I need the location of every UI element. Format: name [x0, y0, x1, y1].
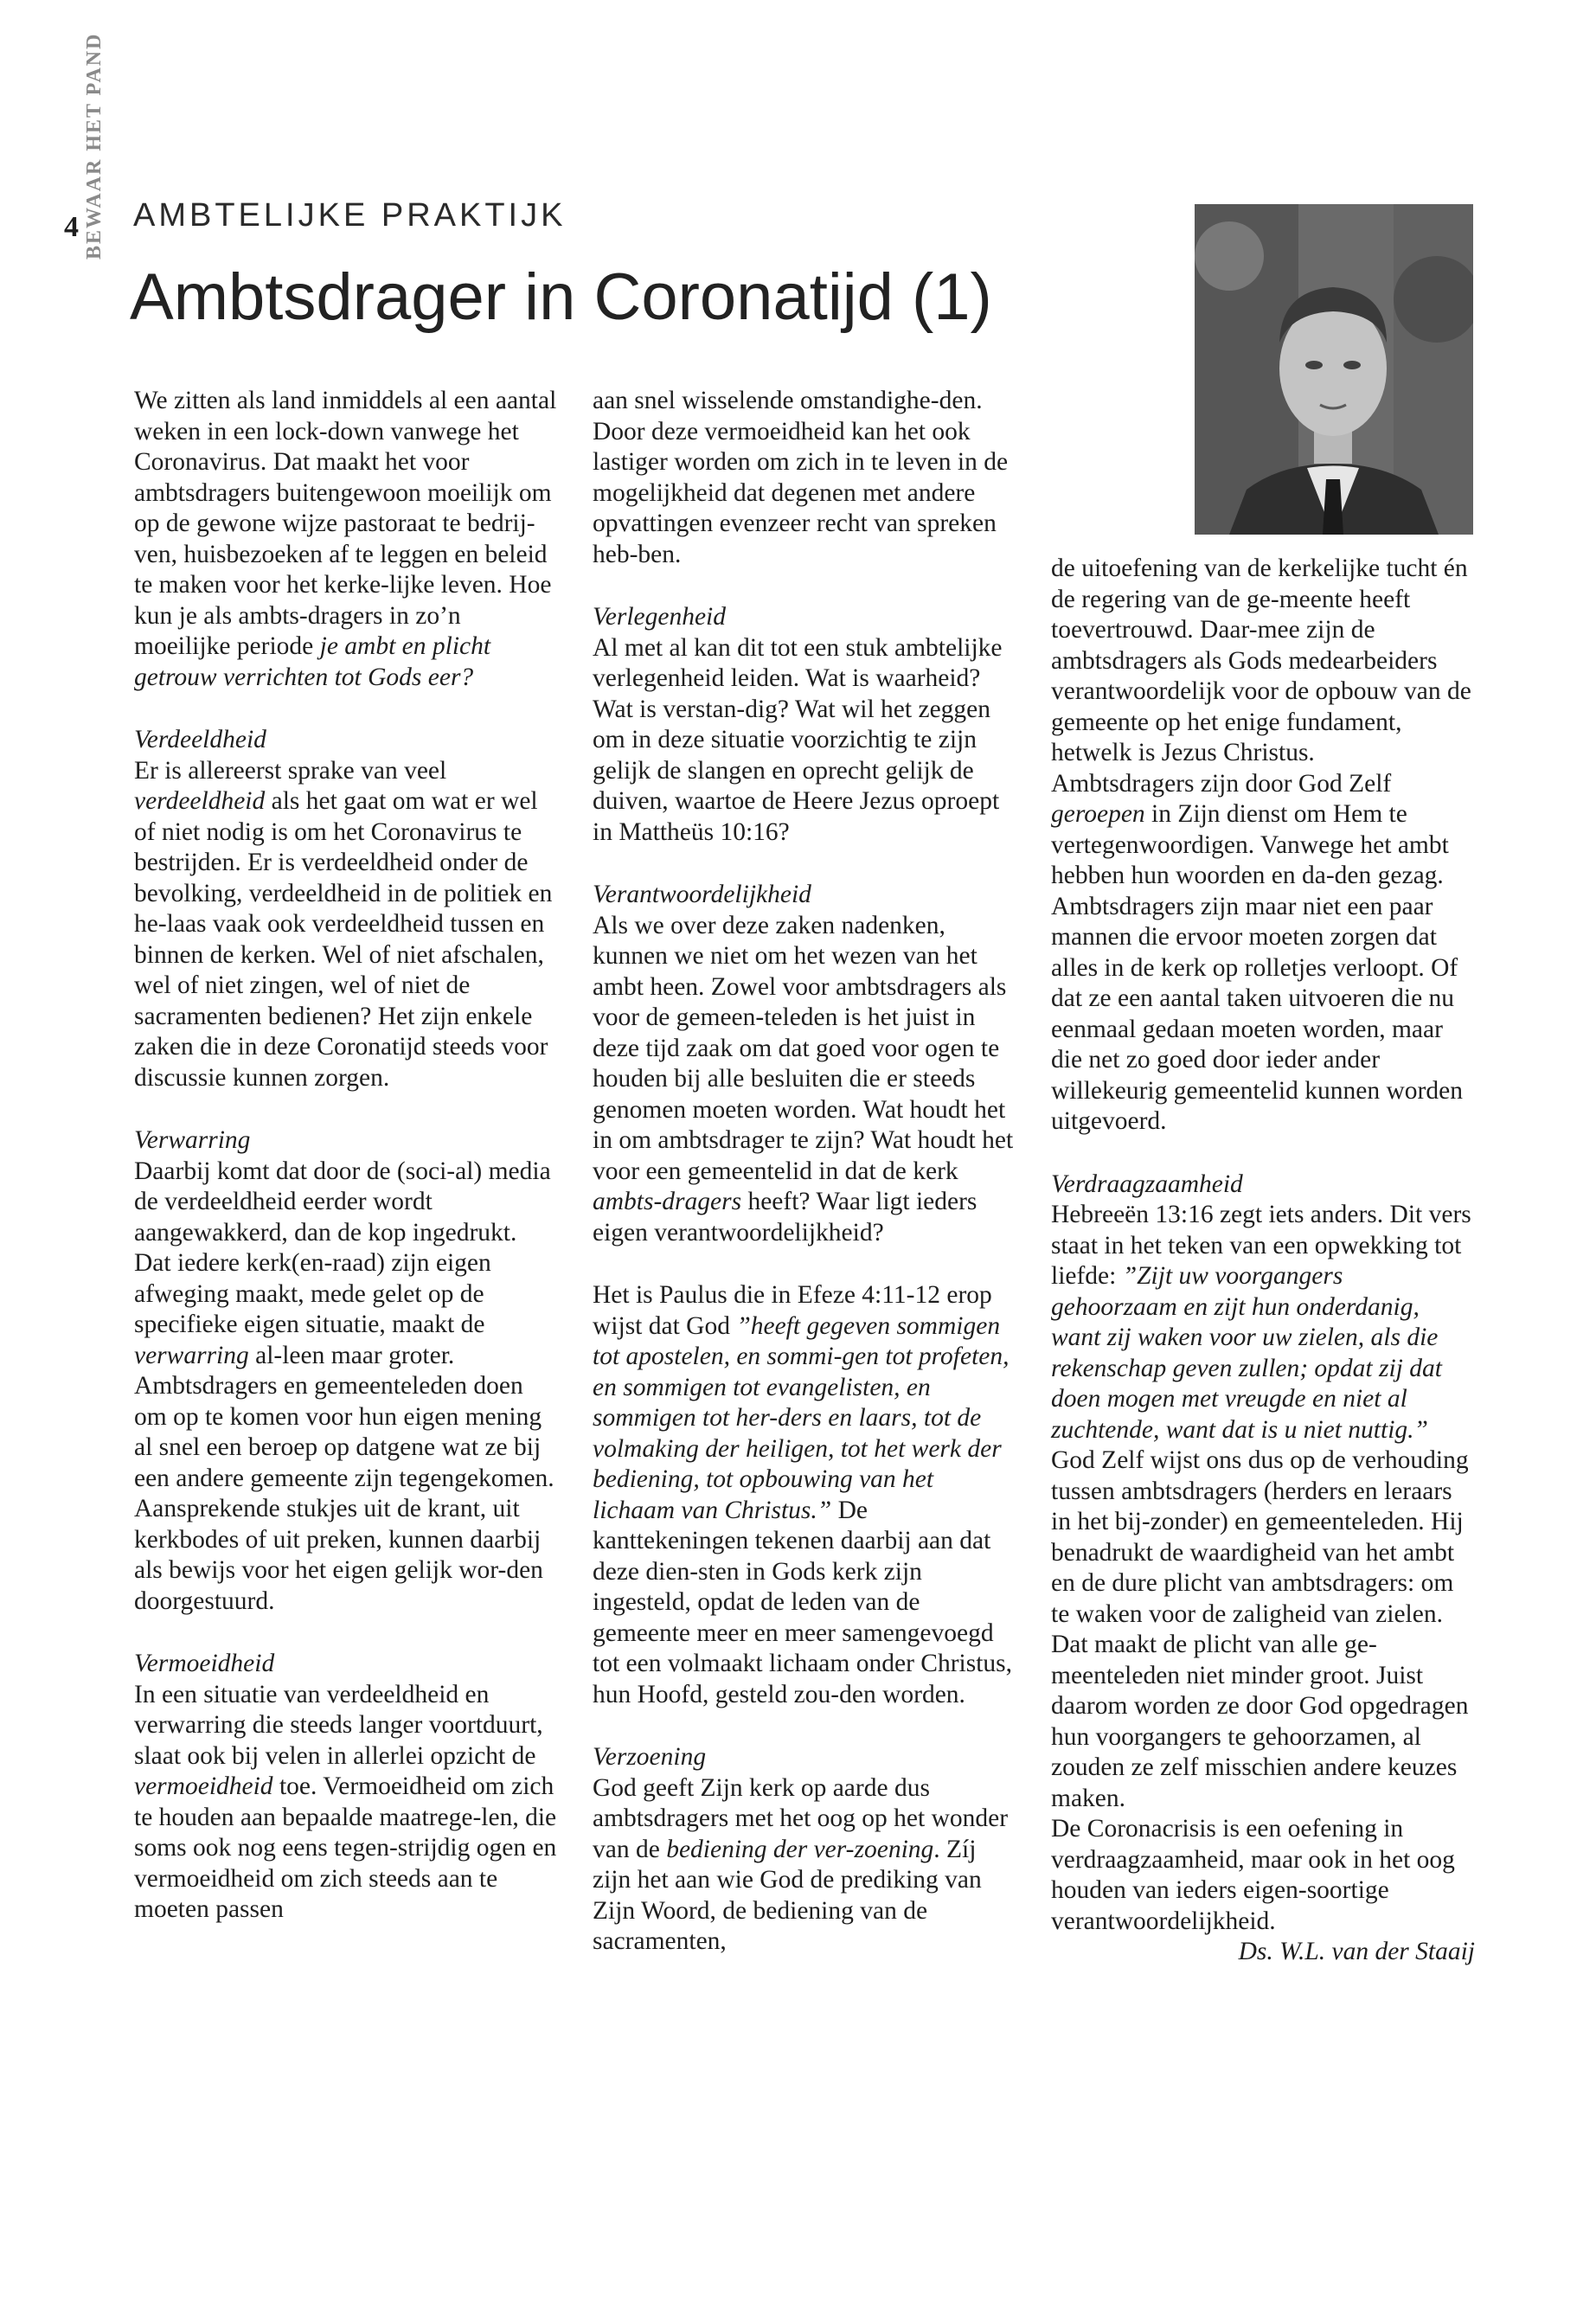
paragraph: In een situatie van verdeeldheid en verwarring die steeds langer voortduurt, slaat ook bij velen in allerlei opzicht de vermoeidheid toe. Vermoeidheid om zich te houden aan bepaalde maatrege-len, die soms ook nog eens tegen-strijdig ogen en vermoeidheid om zich steeds aan te moeten passen [134, 1680, 557, 1923]
subheading-verzoening: Verzoening [593, 1743, 707, 1771]
paragraph: Hebreeën 13:16 zegt iets anders. Dit vers staat in het teken van een opwekking tot liefde: ”Zijt uw voorgangers gehoorzaam en zijt hun onderdanig, want zij waken voor uw zielen, als die rekenschap geven zullen; opdat zij dat doen mogen met vreugde en niet al zuchtende, want dat is u niet nuttig.” [1051, 1201, 1471, 1444]
paragraph: aan snel wisselende omstandighe-den. Door deze vermoeidheid kan het ook lastiger worden om zich in te leven in de mogelijkheid dat degenen met andere opvattingen evenzeer recht van spreken heb-ben. [593, 387, 1009, 568]
paragraph: We zitten als land inmiddels al een aantal weken in een lock-down vanwege het Coronavirus. Dat maakt het voor ambtsdragers buitengewoon moeilijk om op de gewone wijze pastoraat te bedrij-ven, huisbezoeken af te leggen en beleid te maken voor het kerke-lijke leven. Hoe kun je als ambts-dragers in zo’n moeilijke periode je ambt en plicht getrouw verrichten tot Gods eer? [134, 387, 557, 691]
paragraph: Daarbij komt dat door de (soci-al) media de verdeeldheid eerder wordt aangewakkerd, dan de kop ingedrukt. Dat iedere kerk(en-raad) zijn eigen afweging maakt, mede gelet op de specifieke eigen situatie, maakt de verwarring al-leen maar groter. Ambtsdragers en gemeenteleden doen om op te komen voor hun eigen mening al snel een beroep op datgene wat ze bij een andere gemeente zijn tegengekomen. Aansprekende stukjes uit de krant, uit kerkbodes of uit preken, kunnen daarbij als bewijs voor het eigen gelijk wor-den doorgestuurd. [134, 1157, 554, 1615]
subheading-verdraagzaamheid: Verdraagzaamheid [1051, 1170, 1243, 1198]
paragraph: Al met al kan dit tot een stuk ambtelijke verlegenheid leiden. Wat is waarheid? Wat is verstan-dig? Wat wil het zeggen om in deze situatie voorzichtig te zijn gelijk de slangen en oprecht gelijk de duiven, waartoe de Heere Jezus oproept in Mattheüs 10:16? [593, 633, 1003, 846]
author-photo [1195, 204, 1473, 535]
magazine-side-label: BEWAAR HET PAND [83, 32, 106, 260]
paragraph: God geeft Zijn kerk op aarde dus ambtsdragers met het oog op het wonder van de bediening der ver-zoening. Zíj zijn het aan wie God de prediking van Zijn Woord, de bediening van de sacramenten, [593, 1773, 1009, 1955]
paragraph: De Coronacrisis is een oefening in verdraagzaamheid, maar ook in het oog houden van ieders eigen-soortige verantwoordelijkheid. [1051, 1815, 1455, 1935]
subheading-verantwoordelijkheid: Verantwoordelijkheid [593, 881, 811, 908]
paragraph: Als we over deze zaken nadenken, kunnen we niet om het wezen van het ambt heen. Zowel voor ambtsdragers als voor de gemeen-teleden is het juist in deze tijd zaak om dat goed voor ogen te houden bij alle besluiten die er steeds genomen moeten worden. Wat houdt het in om ambtsdrager te zijn? Wat houdt het voor een gemeentelid in dat de kerk ambts-dragers heeft? Waar ligt ieders eigen verantwoordelijkheid? [593, 911, 1014, 1247]
author-portrait-image [1195, 204, 1473, 535]
paragraph: Het is Paulus die in Efeze 4:11-12 erop wijst dat God ”heeft gegeven sommigen tot apostelen, en sommi-gen tot profeten, en sommigen tot evangelisten, en sommigen tot her-ders en laars, tot de volmaking der heiligen, tot het werk der bediening, tot opbouwing van het lichaam van Christus.” De kanttekeningen tekenen daarbij aan dat deze dien-sten in Gods kerk zijn ingesteld, opdat de leden van de gemeente meer en meer samengevoegd tot een volmaakt lichaam onder Christus, hun Hoofd, gesteld zou-den worden. [593, 1281, 1012, 1708]
subheading-verdeeldheid: Verdeeldheid [134, 726, 266, 753]
column-3 [1051, 554, 1475, 2000]
section-heading: AMBTELIJKE PRAKTIJK [133, 197, 567, 234]
subheading-verwarring: Verwarring [134, 1126, 251, 1154]
article-title: Ambtsdrager in Coronatijd (1) [130, 260, 992, 334]
column-2 [593, 386, 1016, 1958]
subheading-verlegenheid: Verlegenheid [593, 603, 726, 631]
paragraph: de uitoefening van de kerkelijke tucht én de regering van de ge-meente heeft toevertrouwd. Daar-mee zijn de ambtsdragers als Gods medearbeiders verantwoordelijk voor de opbouw van de gemeente op het enige fundament, hetwelk is Jezus Christus. Ambtsdragers zijn door God Zelf geroepen in Zijn dienst om Hem te vertegenwoordigen. Vanwege het ambt hebben hun woorden en da-den gezag. Ambtsdragers zijn maar niet een paar mannen die ervoor moeten zorgen dat alles in de kerk op rolletjes verloopt. Of dat ze een aantal taken uitvoeren die nu eenmaal gedaan moeten worden, maar die net zo goed door ieder ander willekeurig gemeentelid kunnen worden uitgevoerd. [1051, 554, 1471, 1135]
paragraph: God Zelf wijst ons dus op de verhouding tussen ambtsdragers (herders en leraars in het bij-zonder) en gemeenteleden. Hij benadrukt de waardigheid van het ambt en de dure plicht van ambtsdragers: om te waken voor de zaligheid van zielen. [1051, 1446, 1469, 1628]
column-1 [134, 386, 558, 1926]
paragraph: Er is allereerst sprake van veel verdeeldheid als het gaat om wat er wel of niet nodig is om het Coronavirus te bestrijden. Er is verdeeldheid onder de bevolking, verdeeldheid in de politiek en he-laas vaak ook verdeeldheid tussen en binnen de kerken. Wel of niet afschalen, wel of niet zingen, wel of niet de sacramenten bedienen? Het zijn enkele zaken die in deze Coronatijd steeds voor discussie kunnen zorgen. [134, 756, 553, 1092]
author-signature: Ds. W.L. van der Staaij [1238, 1938, 1475, 1965]
paragraph: Dat maakt de plicht van alle ge-meenteleden niet minder groot. Juist daarom worden ze door God opgedragen hun voorgangers te gehoorzamen, al zouden ze zelf misschien andere keuzes maken. [1051, 1631, 1469, 1812]
subheading-vermoeidheid: Vermoeidheid [134, 1650, 275, 1677]
page-number: 4 [64, 211, 79, 243]
